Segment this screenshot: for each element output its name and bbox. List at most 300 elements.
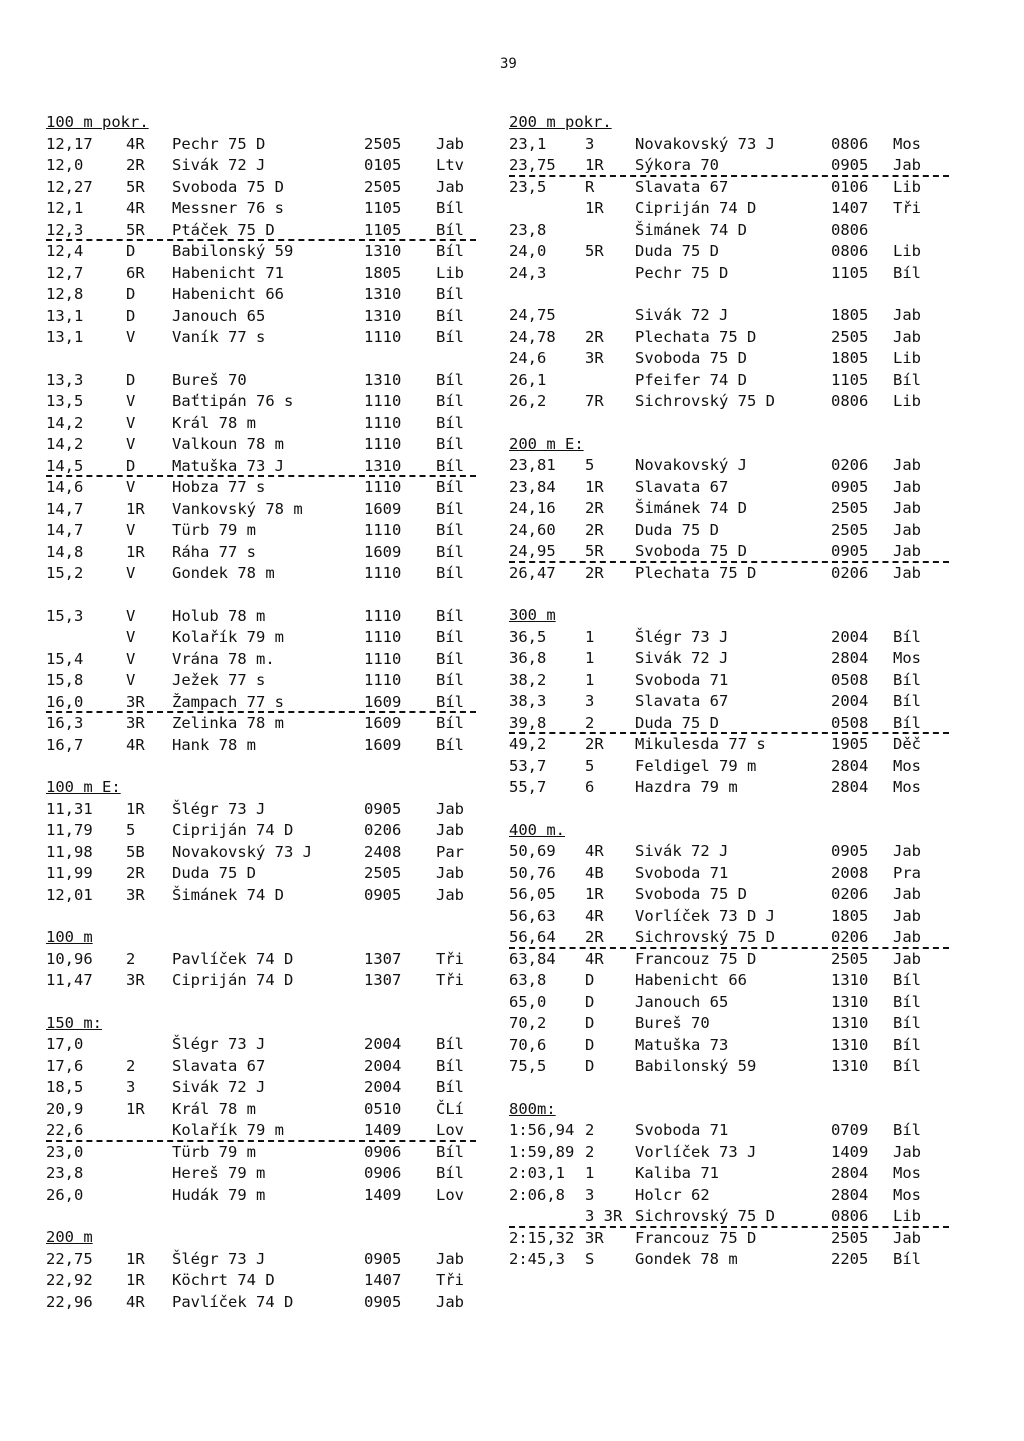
cell-club: Bíl [436, 499, 464, 518]
cell-name: Plechata 75 D [635, 327, 757, 346]
result-row [46, 1034, 476, 1056]
cell-time: 24,75 [509, 306, 556, 324]
cell-name: Šimánek 74 D [635, 499, 747, 517]
result-row [509, 1206, 949, 1228]
cell-date: 1609 [364, 735, 402, 754]
cell-pl: 2 [585, 1121, 595, 1139]
cell-time: 12,17 [46, 134, 93, 153]
cell-time: 24,95 [509, 542, 556, 560]
result-row [46, 735, 476, 757]
cell-date: 2505 [831, 327, 869, 346]
cell-pl: V [126, 606, 136, 625]
cell-time: 12,3 [46, 220, 84, 239]
cell-club: Mos [893, 1185, 921, 1204]
cell-time: 65,0 [509, 992, 547, 1011]
cell-time: 14,7 [46, 521, 84, 539]
result-row [509, 1013, 949, 1035]
cell-club: Lib [893, 349, 921, 367]
cell-date: 1310 [831, 1035, 869, 1054]
result-row [509, 1249, 949, 1271]
cell-name: Hazdra 79 m [635, 778, 738, 796]
row-gap [46, 349, 476, 370]
cell-date: 1805 [831, 906, 869, 925]
cell-club: Bíl [893, 692, 921, 710]
cell-name: Sichrovský 75 D [635, 1207, 775, 1225]
cell-pl: 7R [585, 392, 604, 410]
cell-date: 1105 [831, 263, 869, 282]
cell-pl: 1R [585, 477, 604, 496]
cell-name: Svoboda 71 [635, 670, 729, 689]
cell-name: Bureš 70 [635, 1014, 710, 1032]
cell-date: 1310 [831, 1057, 869, 1075]
result-row [46, 670, 476, 692]
cell-time: 36,5 [509, 627, 547, 646]
cell-date: 0905 [831, 542, 869, 560]
result-row [509, 477, 949, 499]
cell-time: 26,2 [509, 392, 547, 410]
cell-pl: D [126, 242, 136, 260]
cell-time: 12,4 [46, 242, 84, 260]
result-row [46, 284, 476, 306]
result-row [509, 841, 949, 863]
cell-date: 1110 [364, 435, 402, 453]
result-row [46, 542, 476, 564]
cell-club: Bíl [893, 263, 921, 282]
cell-pl: 1R [126, 542, 145, 561]
result-row [509, 455, 949, 477]
cell-date: 0206 [831, 928, 869, 946]
cell-pl: 3R [126, 885, 145, 904]
cell-time: 16,0 [46, 692, 84, 711]
cell-club: Bíl [436, 328, 464, 346]
cell-name: Matuška 73 [635, 1035, 729, 1054]
cell-pl: 3R [126, 971, 145, 989]
result-row [509, 327, 949, 349]
cell-club: Bíl [893, 1121, 921, 1139]
cell-date: 2004 [364, 1078, 402, 1096]
cell-name: Babilonský 59 [635, 1057, 757, 1075]
cell-date: 1110 [364, 671, 402, 689]
cell-time: 14,7 [46, 499, 84, 518]
result-row [46, 456, 476, 478]
cell-name: Duda 75 D [635, 242, 719, 260]
cell-date: 0106 [831, 177, 869, 196]
cell-club: Jab [893, 456, 921, 474]
cell-time: 11,99 [46, 864, 93, 882]
cell-club: Jab [893, 520, 921, 539]
cell-time: 24,0 [509, 242, 547, 260]
result-row [46, 799, 476, 821]
cell-name: Sivák 72 J [172, 1078, 266, 1096]
cell-time: 14,5 [46, 456, 84, 475]
result-row [46, 970, 476, 992]
result-row [46, 1120, 476, 1142]
cell-time: 17,6 [46, 1056, 84, 1075]
cell-name: Bureš 70 [172, 370, 247, 389]
cell-date: 1110 [364, 521, 402, 539]
cell-pl: 1R [126, 1271, 145, 1289]
cell-time: 15,4 [46, 649, 84, 668]
result-row [46, 520, 476, 542]
cell-time: 13,3 [46, 370, 84, 389]
cell-date: 1310 [364, 370, 402, 389]
cell-club: Tři [436, 949, 464, 968]
cell-date: 1310 [831, 971, 869, 989]
cell-name: Šlégr 73 J [635, 627, 729, 646]
cell-time: 50,69 [509, 842, 556, 860]
cell-date: 0905 [831, 477, 869, 496]
cell-time: 23,0 [46, 1142, 84, 1161]
cell-date: 0905 [831, 842, 869, 860]
cell-club: Lov [436, 1185, 464, 1204]
cell-club: Jab [893, 842, 921, 860]
cell-date: 0806 [831, 220, 869, 239]
row-gap [46, 585, 476, 606]
cell-name: Sivák 72 J [635, 649, 729, 667]
cell-club: Tři [436, 1271, 464, 1289]
cell-club: Bíl [436, 1142, 464, 1161]
cell-name: Pavlíček 74 D [172, 949, 294, 968]
cell-pl: 6R [126, 263, 145, 282]
result-row [509, 1163, 949, 1185]
right-column [509, 112, 949, 1271]
cell-club: Tři [436, 971, 464, 989]
cell-club: Bíl [436, 671, 464, 689]
cell-name: Mikulesda 77 s [635, 735, 766, 753]
cell-time: 22,6 [46, 1121, 84, 1139]
result-row [46, 863, 476, 885]
cell-pl: V [126, 649, 136, 668]
cell-time: 50,76 [509, 863, 556, 882]
cell-date: 1110 [364, 649, 402, 668]
cell-name: Duda 75 D [635, 713, 719, 732]
cell-club: Jab [893, 156, 921, 174]
cell-club: Bíl [893, 992, 921, 1011]
row-gap [509, 284, 949, 305]
cell-time: 2:45,3 [509, 1250, 565, 1268]
cell-pl: D [585, 1057, 595, 1075]
cell-date: 1409 [364, 1185, 402, 1204]
cell-club: Jab [893, 327, 921, 346]
cell-pl: 1R [585, 199, 604, 217]
cell-date: 0105 [364, 156, 402, 174]
cell-pl: 1R [585, 156, 604, 174]
cell-date: 2004 [831, 692, 869, 710]
cell-time: 13,1 [46, 328, 84, 346]
result-row [509, 734, 949, 756]
cell-pl: 5 [585, 456, 595, 474]
result-row [509, 1056, 949, 1078]
cell-name: Köchrt 74 D [172, 1271, 275, 1289]
cell-club: Bíl [436, 478, 464, 496]
cell-club: Lib [893, 392, 921, 410]
cell-club: Bíl [436, 435, 464, 453]
result-row [509, 691, 949, 713]
cell-club: Bíl [436, 628, 464, 646]
cell-pl: V [126, 413, 136, 432]
cell-name: Baťtipán 76 s [172, 392, 294, 410]
cell-date: 2505 [364, 864, 402, 882]
cell-pl: 3 3R [585, 1207, 623, 1225]
cell-club: Jab [893, 885, 921, 903]
cell-time: 12,01 [46, 885, 93, 904]
cell-pl: 2 [585, 1142, 595, 1161]
cell-time: 10,96 [46, 949, 93, 968]
cell-time: 2:06,8 [509, 1185, 565, 1204]
cell-pl: S [585, 1250, 595, 1268]
cell-pl: 4B [585, 863, 604, 882]
cell-pl: 3R [585, 1228, 604, 1247]
result-row [509, 391, 949, 413]
cell-name: Valkoun 78 m [172, 435, 284, 453]
cell-name: Gondek 78 m [635, 1250, 738, 1268]
cell-pl: 4R [126, 735, 145, 754]
cell-date: 1609 [364, 542, 402, 561]
result-row [46, 842, 476, 864]
result-row [509, 1185, 949, 1207]
cell-time: 23,1 [509, 134, 547, 153]
cell-date: 2008 [831, 863, 869, 882]
cell-name: Messner 76 s [172, 199, 284, 217]
cell-name: Francouz 75 D [635, 1228, 757, 1247]
section-title: 150 m: [46, 1013, 102, 1032]
cell-time: 14,2 [46, 413, 84, 432]
cell-time: 15,8 [46, 671, 84, 689]
cell-club: Jab [436, 864, 464, 882]
result-row [509, 370, 949, 392]
cell-time: 23,75 [509, 156, 556, 174]
cell-date: 1609 [364, 499, 402, 518]
result-row [509, 1035, 949, 1057]
cell-time: 23,8 [509, 220, 547, 239]
cell-time: 12,8 [46, 285, 84, 303]
result-row [46, 692, 476, 714]
cell-name: Ptáček 75 D [172, 220, 275, 239]
result-row [46, 306, 476, 328]
cell-name: Pfeifer 74 D [635, 370, 747, 389]
section-title: 100 m [46, 928, 93, 946]
result-row [509, 541, 949, 563]
cell-date: 1110 [364, 606, 402, 625]
cell-name: Vaník 77 s [172, 328, 266, 346]
cell-date: 1110 [364, 413, 402, 432]
cell-time: 56,63 [509, 906, 556, 925]
cell-time: 11,79 [46, 821, 93, 839]
cell-pl: 3 [585, 1185, 595, 1204]
cell-club: Mos [893, 134, 921, 153]
result-row [509, 648, 949, 670]
cell-date: 0806 [831, 134, 869, 153]
cell-name: Türb 79 m [172, 521, 256, 539]
cell-date: 0906 [364, 1164, 402, 1182]
cell-name: Duda 75 D [635, 520, 719, 539]
cell-date: 2505 [831, 499, 869, 517]
cell-time: 38,2 [509, 670, 547, 689]
result-row [46, 606, 476, 628]
cell-name: Kaliba 71 [635, 1164, 719, 1182]
cell-time: 17,0 [46, 1035, 84, 1053]
cell-date: 1307 [364, 949, 402, 968]
cell-time: 16,7 [46, 735, 84, 754]
cell-time: 56,64 [509, 928, 556, 946]
cell-date: 0206 [364, 821, 402, 839]
cell-club: ČLí [436, 1099, 464, 1118]
cell-date: 1409 [364, 1121, 402, 1139]
cell-name: Slavata 67 [635, 177, 729, 196]
cell-pl: D [126, 306, 136, 325]
cell-date: 0905 [364, 799, 402, 818]
section-gap [46, 756, 476, 777]
result-row [509, 970, 949, 992]
cell-club: Jab [436, 134, 464, 153]
result-row [46, 499, 476, 521]
cell-club: Lib [893, 177, 921, 196]
section-gap [46, 992, 476, 1013]
result-row [509, 155, 949, 177]
result-row [46, 713, 476, 735]
cell-club: Bíl [436, 714, 464, 732]
cell-pl: 3R [585, 349, 604, 367]
cell-name: Sivák 72 J [172, 156, 266, 174]
cell-pl: V [126, 435, 136, 453]
cell-club: Lib [436, 263, 464, 282]
cell-club: Jab [893, 1228, 921, 1247]
cell-date: 1105 [364, 220, 402, 239]
result-row [46, 885, 476, 907]
cell-name: Pechr 75 D [635, 263, 729, 282]
cell-name: Novakovský 73 J [172, 842, 312, 861]
cell-time: 14,2 [46, 435, 84, 453]
result-row [46, 1292, 476, 1314]
section-title: 100 m pokr. [46, 113, 149, 131]
cell-pl: 4R [585, 906, 604, 925]
cell-time: 23,84 [509, 477, 556, 496]
result-row [46, 1270, 476, 1292]
cell-date: 2804 [831, 756, 869, 775]
cell-pl: D [585, 971, 595, 989]
cell-date: 1310 [364, 306, 402, 325]
cell-pl: 1R [126, 499, 145, 518]
cell-date: 1407 [831, 199, 869, 217]
cell-time: 14,8 [46, 542, 84, 561]
cell-club: Bíl [436, 542, 464, 561]
result-row [46, 649, 476, 671]
cell-club: Mos [893, 1164, 921, 1182]
cell-name: Svoboda 75 D [635, 542, 747, 560]
cell-time: 26,47 [509, 563, 556, 582]
result-row [509, 906, 949, 928]
section-gap [509, 1078, 949, 1099]
cell-date: 0508 [831, 713, 869, 732]
cell-club: Jab [436, 177, 464, 196]
result-row [509, 884, 949, 906]
cell-club: Pra [893, 863, 921, 882]
cell-date: 1105 [831, 370, 869, 389]
cell-name: Sýkora 70 [635, 156, 719, 174]
result-row [46, 1077, 476, 1099]
cell-name: Šlégr 73 J [172, 1249, 266, 1268]
cell-pl: V [126, 521, 136, 539]
result-row [509, 627, 949, 649]
cell-club: Jab [893, 306, 921, 324]
result-row [509, 241, 949, 263]
cell-pl: 1R [126, 1249, 145, 1268]
cell-name: Matuška 73 J [172, 456, 284, 475]
result-row [46, 155, 476, 177]
section-gap [46, 1206, 476, 1227]
cell-name: Vorlíček 73 D J [635, 906, 775, 925]
cell-club: Bíl [893, 627, 921, 646]
cell-pl: 3 [585, 692, 595, 710]
cell-name: Türb 79 m [172, 1142, 256, 1161]
cell-time: 23,5 [509, 177, 547, 196]
cell-club: Bíl [436, 564, 464, 582]
cell-pl: D [585, 992, 595, 1011]
cell-name: Kolařík 79 m [172, 1121, 284, 1139]
cell-pl: 2R [585, 563, 604, 582]
cell-date: 0905 [364, 885, 402, 904]
cell-time: 13,1 [46, 306, 84, 325]
cell-club: Jab [893, 906, 921, 925]
cell-date: 1310 [831, 992, 869, 1011]
cell-club: Bíl [436, 1035, 464, 1053]
cell-name: Žampach 77 s [172, 692, 284, 711]
cell-date: 0806 [831, 392, 869, 410]
cell-pl: 1R [585, 885, 604, 903]
cell-name: Habenicht 66 [635, 971, 747, 989]
cell-pl: 2R [585, 499, 604, 517]
cell-club: Bíl [893, 1057, 921, 1075]
cell-pl: 4R [126, 134, 145, 153]
cell-name: Sivák 72 J [635, 842, 729, 860]
cell-pl: V [126, 478, 136, 496]
cell-name: Ráha 77 s [172, 542, 256, 561]
cell-club: Jab [436, 1292, 464, 1311]
cell-pl: 5R [126, 220, 145, 239]
cell-time: 16,3 [46, 714, 84, 732]
cell-date: 1110 [364, 564, 402, 582]
cell-time: 24,3 [509, 263, 547, 282]
cell-pl: D [585, 1035, 595, 1054]
cell-club: Jab [436, 799, 464, 818]
cell-name: Vrána 78 m. [172, 649, 275, 668]
cell-time: 2:15,32 [509, 1228, 575, 1247]
cell-club: Bíl [893, 971, 921, 989]
result-row [46, 1099, 476, 1121]
cell-date: 1609 [364, 692, 402, 711]
section-gap [509, 413, 949, 434]
cell-name: Král 78 m [172, 413, 256, 432]
cell-date: 2804 [831, 1164, 869, 1182]
cell-time: 38,3 [509, 692, 547, 710]
cell-club: Bíl [436, 242, 464, 260]
cell-date: 1307 [364, 971, 402, 989]
cell-name: Holcr 62 [635, 1185, 710, 1204]
cell-name: Pavlíček 74 D [172, 1292, 294, 1311]
cell-date: 0206 [831, 885, 869, 903]
cell-name: Kolařík 79 m [172, 628, 284, 646]
cell-club: Lib [893, 242, 921, 260]
cell-club: Jab [893, 477, 921, 496]
cell-club: Bíl [893, 1035, 921, 1054]
cell-pl: 3R [126, 692, 145, 711]
cell-date: 2804 [831, 1185, 869, 1204]
cell-club: Bíl [436, 199, 464, 217]
cell-date: 2804 [831, 778, 869, 796]
cell-club: Bíl [436, 413, 464, 432]
cell-club: Mos [893, 649, 921, 667]
cell-time: 24,16 [509, 499, 556, 517]
